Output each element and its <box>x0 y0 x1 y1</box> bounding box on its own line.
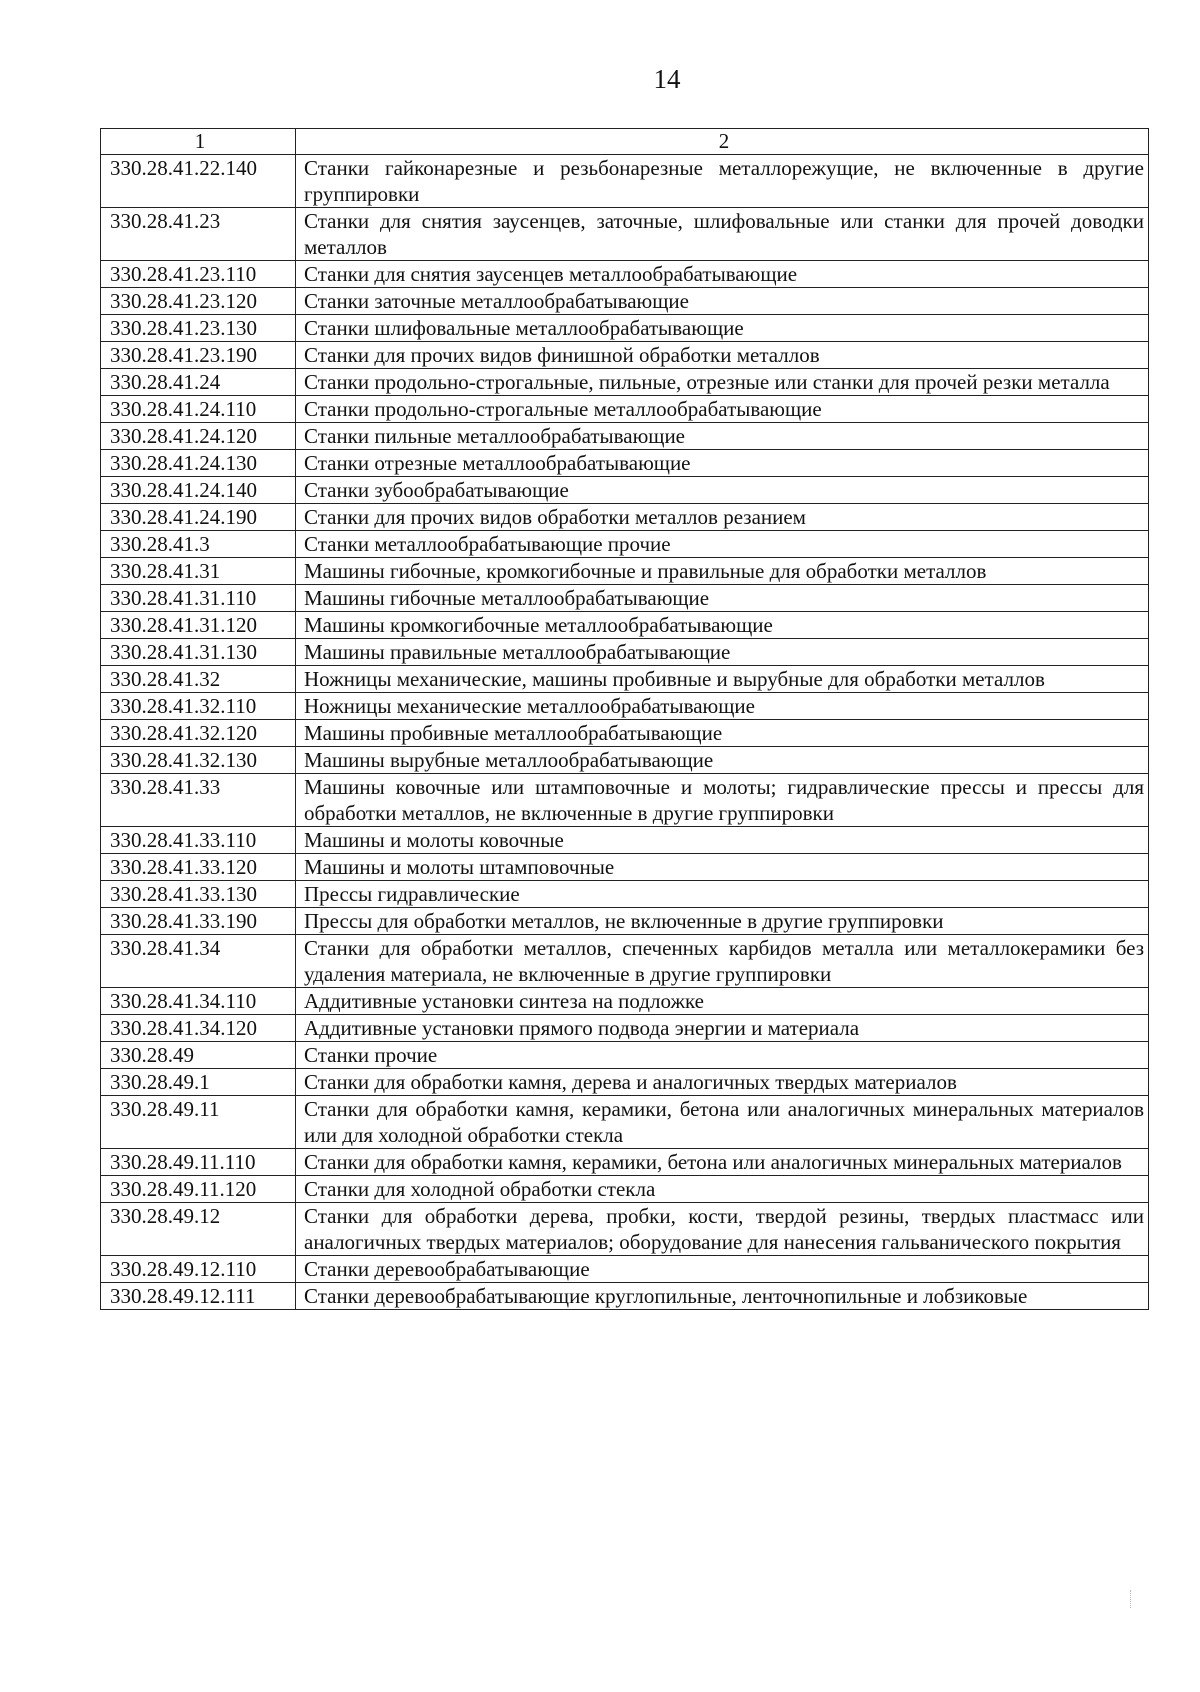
header-row <box>101 129 1149 155</box>
row-description: Станки продольно-строгальные металлообрабатывающие <box>296 396 1149 423</box>
row-code: 330.28.49.11.120 <box>101 1176 296 1203</box>
row-description: Станки зубообрабатывающие <box>296 477 1149 504</box>
row-code: 330.28.41.24.110 <box>101 396 296 423</box>
row-code: 330.28.41.34 <box>101 935 296 988</box>
row-code: 330.28.41.24.190 <box>101 504 296 531</box>
row-code: 330.28.41.23.190 <box>101 342 296 369</box>
row-code: 330.28.41.24 <box>101 369 296 396</box>
table-row <box>101 908 1149 935</box>
row-description: Станки для прочих видов обработки металлов резанием <box>296 504 1149 531</box>
table-row <box>101 1096 1149 1149</box>
row-code: 330.28.41.23.110 <box>101 261 296 288</box>
row-code: 330.28.49.12 <box>101 1203 296 1256</box>
table-row <box>101 666 1149 693</box>
row-code: 330.28.41.31 <box>101 558 296 585</box>
table-row <box>101 450 1149 477</box>
table-header <box>101 129 1149 155</box>
row-code: 330.28.49 <box>101 1042 296 1069</box>
row-code: 330.28.49.12.111 <box>101 1283 296 1310</box>
row-description: Станки для обработки металлов, спеченных карбидов металла или металлокерамики без удаления материала, не включенные в другие группировки <box>296 935 1149 988</box>
table-row <box>101 1203 1149 1256</box>
row-description: Прессы гидравлические <box>296 881 1149 908</box>
header-column-2: 2 <box>296 129 1149 155</box>
row-description: Станки для снятия заусенцев, заточные, шлифовальные или станки для прочей доводки металлов <box>296 208 1149 261</box>
table-row <box>101 396 1149 423</box>
table-row <box>101 612 1149 639</box>
table-row <box>101 1283 1149 1310</box>
row-description: Станки деревообрабатывающие круглопильные, ленточнопильные и лобзиковые <box>296 1283 1149 1310</box>
table-row <box>101 155 1149 208</box>
row-description: Машины правильные металлообрабатывающие <box>296 639 1149 666</box>
table-row <box>101 208 1149 261</box>
table-row <box>101 261 1149 288</box>
table-row <box>101 854 1149 881</box>
row-description: Станки для обработки дерева, пробки, кости, твердой резины, твердых пластмасс или аналогичных твердых материалов; оборудование для нанесения гальванического покрытия <box>296 1203 1149 1256</box>
row-code: 330.28.41.23 <box>101 208 296 261</box>
row-description: Машины и молоты штамповочные <box>296 854 1149 881</box>
row-description: Станки шлифовальные металлообрабатывающие <box>296 315 1149 342</box>
table-row <box>101 827 1149 854</box>
page-number: 14 <box>653 64 681 94</box>
table-row <box>101 558 1149 585</box>
row-code: 330.28.41.32.130 <box>101 747 296 774</box>
table-row <box>101 1069 1149 1096</box>
row-code: 330.28.41.23.120 <box>101 288 296 315</box>
row-description: Аддитивные установки синтеза на подложке <box>296 988 1149 1015</box>
row-code: 330.28.41.33.120 <box>101 854 296 881</box>
row-description: Аддитивные установки прямого подвода энергии и материала <box>296 1015 1149 1042</box>
row-description: Станки пильные металлообрабатывающие <box>296 423 1149 450</box>
table-row <box>101 1042 1149 1069</box>
row-description: Станки для обработки камня, керамики, бетона или аналогичных минеральных материалов <box>296 1149 1149 1176</box>
row-description: Станки деревообрабатывающие <box>296 1256 1149 1283</box>
row-code: 330.28.41.31.110 <box>101 585 296 612</box>
row-description: Ножницы механические металлообрабатывающие <box>296 693 1149 720</box>
row-code: 330.28.41.24.130 <box>101 450 296 477</box>
row-description: Станки для обработки камня, керамики, бетона или аналогичных минеральных материалов или для холодной обработки стекла <box>296 1096 1149 1149</box>
table-row <box>101 1256 1149 1283</box>
row-description: Машины кромкогибочные металлообрабатывающие <box>296 612 1149 639</box>
table-row <box>101 881 1149 908</box>
row-description: Машины гибочные, кромкогибочные и правильные для обработки металлов <box>296 558 1149 585</box>
table-row <box>101 531 1149 558</box>
table-row <box>101 747 1149 774</box>
row-code: 330.28.41.24.120 <box>101 423 296 450</box>
scan-artifact <box>1130 1590 1132 1608</box>
table-body <box>101 155 1149 1310</box>
row-code: 330.28.41.34.120 <box>101 1015 296 1042</box>
table-row <box>101 315 1149 342</box>
row-description: Ножницы механические, машины пробивные и вырубные для обработки металлов <box>296 666 1149 693</box>
table-row <box>101 342 1149 369</box>
row-description: Станки прочие <box>296 1042 1149 1069</box>
row-code: 330.28.41.32.110 <box>101 693 296 720</box>
row-code: 330.28.41.33.130 <box>101 881 296 908</box>
row-description: Станки металлообрабатывающие прочие <box>296 531 1149 558</box>
row-code: 330.28.41.3 <box>101 531 296 558</box>
table-row <box>101 988 1149 1015</box>
table-row <box>101 477 1149 504</box>
row-description: Станки для снятия заусенцев металлообрабатывающие <box>296 261 1149 288</box>
row-code: 330.28.41.31.120 <box>101 612 296 639</box>
row-description: Машины вырубные металлообрабатывающие <box>296 747 1149 774</box>
row-code: 330.28.41.33 <box>101 774 296 827</box>
row-code: 330.28.49.1 <box>101 1069 296 1096</box>
row-description: Машины пробивные металлообрабатывающие <box>296 720 1149 747</box>
row-description: Прессы для обработки металлов, не включенные в другие группировки <box>296 908 1149 935</box>
table-row <box>101 1149 1149 1176</box>
table-row <box>101 720 1149 747</box>
row-code: 330.28.41.33.190 <box>101 908 296 935</box>
row-description: Станки продольно-строгальные, пильные, отрезные или станки для прочей резки металла <box>296 369 1149 396</box>
table-row <box>101 504 1149 531</box>
row-code: 330.28.49.11 <box>101 1096 296 1149</box>
row-code: 330.28.49.12.110 <box>101 1256 296 1283</box>
header-column-1: 1 <box>101 129 296 155</box>
table-row <box>101 693 1149 720</box>
table-row <box>101 423 1149 450</box>
row-description: Машины гибочные металлообрабатывающие <box>296 585 1149 612</box>
row-code: 330.28.41.23.130 <box>101 315 296 342</box>
row-description: Станки отрезные металлообрабатывающие <box>296 450 1149 477</box>
row-code: 330.28.41.32.120 <box>101 720 296 747</box>
row-description: Станки заточные металлообрабатывающие <box>296 288 1149 315</box>
row-code: 330.28.41.33.110 <box>101 827 296 854</box>
table-row <box>101 639 1149 666</box>
table-row <box>101 288 1149 315</box>
table-row <box>101 1176 1149 1203</box>
table-row <box>101 935 1149 988</box>
classification-table <box>100 128 1149 1310</box>
row-description: Станки для прочих видов финишной обработки металлов <box>296 342 1149 369</box>
row-code: 330.28.41.34.110 <box>101 988 296 1015</box>
row-code: 330.28.41.32 <box>101 666 296 693</box>
table-row <box>101 369 1149 396</box>
row-description: Станки для обработки камня, дерева и аналогичных твердых материалов <box>296 1069 1149 1096</box>
table-row <box>101 585 1149 612</box>
row-code: 330.28.41.24.140 <box>101 477 296 504</box>
row-code: 330.28.41.22.140 <box>101 155 296 208</box>
row-code: 330.28.41.31.130 <box>101 639 296 666</box>
table-row <box>101 1015 1149 1042</box>
row-description: Станки гайконарезные и резьбонарезные металлорежущие, не включенные в другие группировки <box>296 155 1149 208</box>
row-description: Машины и молоты ковочные <box>296 827 1149 854</box>
table-row <box>101 774 1149 827</box>
row-description: Машины ковочные или штамповочные и молоты; гидравлические прессы и прессы для обработки металлов, не включенные в другие группировки <box>296 774 1149 827</box>
row-code: 330.28.49.11.110 <box>101 1149 296 1176</box>
row-description: Станки для холодной обработки стекла <box>296 1176 1149 1203</box>
